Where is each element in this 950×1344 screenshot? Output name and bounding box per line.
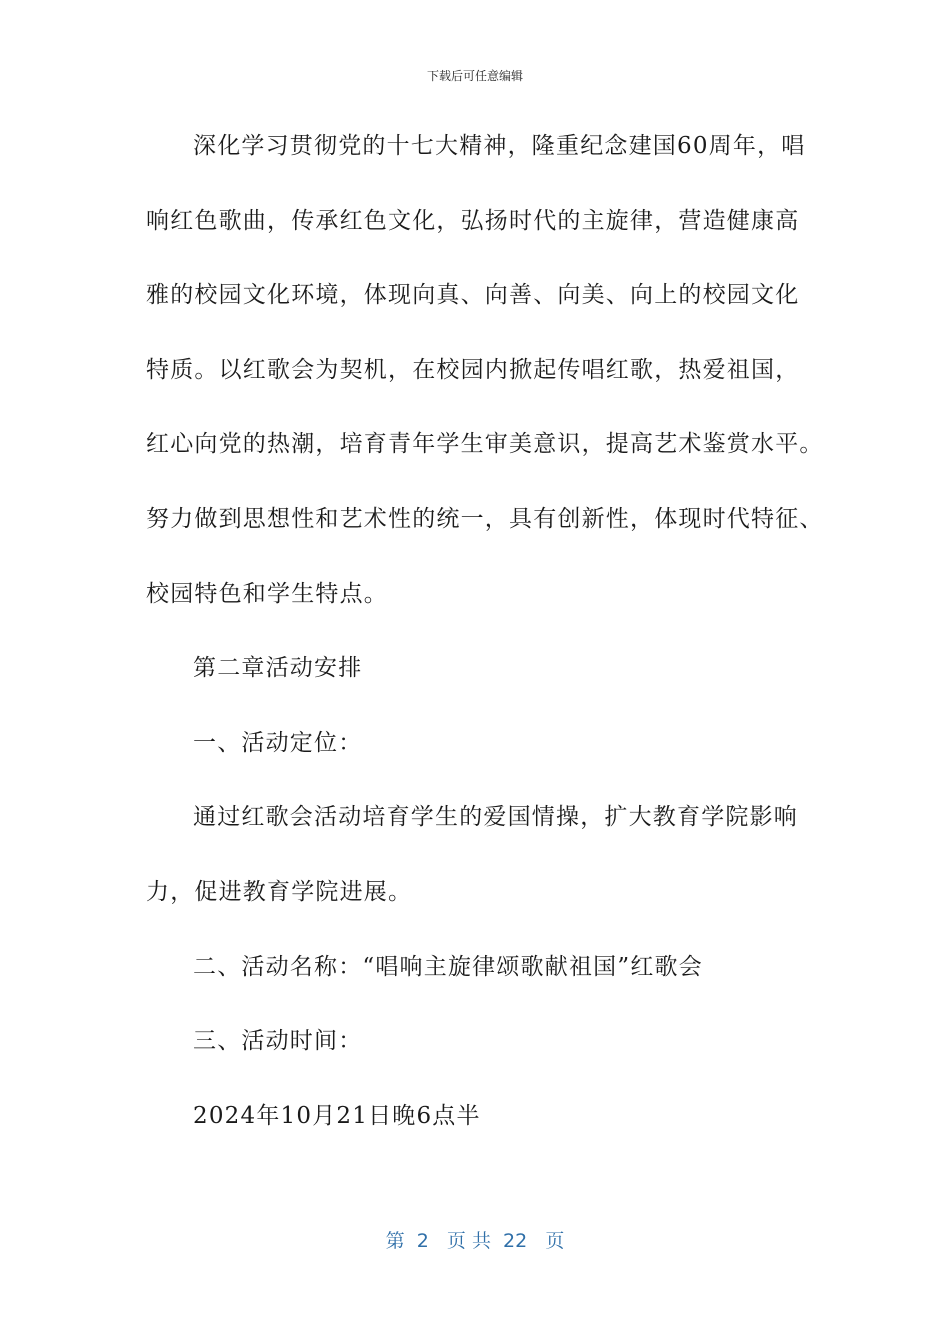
paragraph-line: 特质。以红歌会为契机，在校园内掀起传唱红歌，热爱祖国，: [146, 356, 800, 383]
paragraph-line: 力，促进教育学院进展。: [146, 878, 413, 905]
paragraph-line: 深化学习贯彻党的十七大精神，隆重纪念建国60周年，唱: [193, 133, 806, 159]
section-heading: 一、活动定位：: [193, 729, 363, 756]
paragraph-line: 努力做到思想性和艺术性的统一，具有创新性，体现时代特征、: [146, 505, 824, 532]
chapter-heading: 第二章活动安排: [193, 655, 363, 682]
paragraph-line: 响红色歌曲，传承红色文化，弘扬时代的主旋律，营造健康高: [146, 207, 800, 234]
paragraph-line: 红心向党的热潮，培育青年学生审美意识，提高艺术鉴赏水平。: [146, 431, 824, 458]
document-body: [146, 126, 824, 1170]
paragraph-line: 通过红歌会活动培育学生的爱国情操，扩大教育学院影响: [193, 804, 798, 831]
section-heading: 二、活动名称：“唱响主旋律颂歌献祖国”红歌会: [193, 953, 703, 980]
event-date: 2024年10月21日晚6点半: [193, 1102, 481, 1129]
page-header-note: 下载后可任意编辑: [426, 69, 523, 83]
page-number-footer: 第 2 页 共 22 页: [385, 1230, 565, 1252]
paragraph-line: 雅的校园文化环境，体现向真、向善、向美、向上的校园文化: [146, 282, 800, 309]
paragraph-line: 校园特色和学生特点。: [146, 580, 388, 607]
section-heading: 三、活动时间：: [193, 1028, 363, 1055]
